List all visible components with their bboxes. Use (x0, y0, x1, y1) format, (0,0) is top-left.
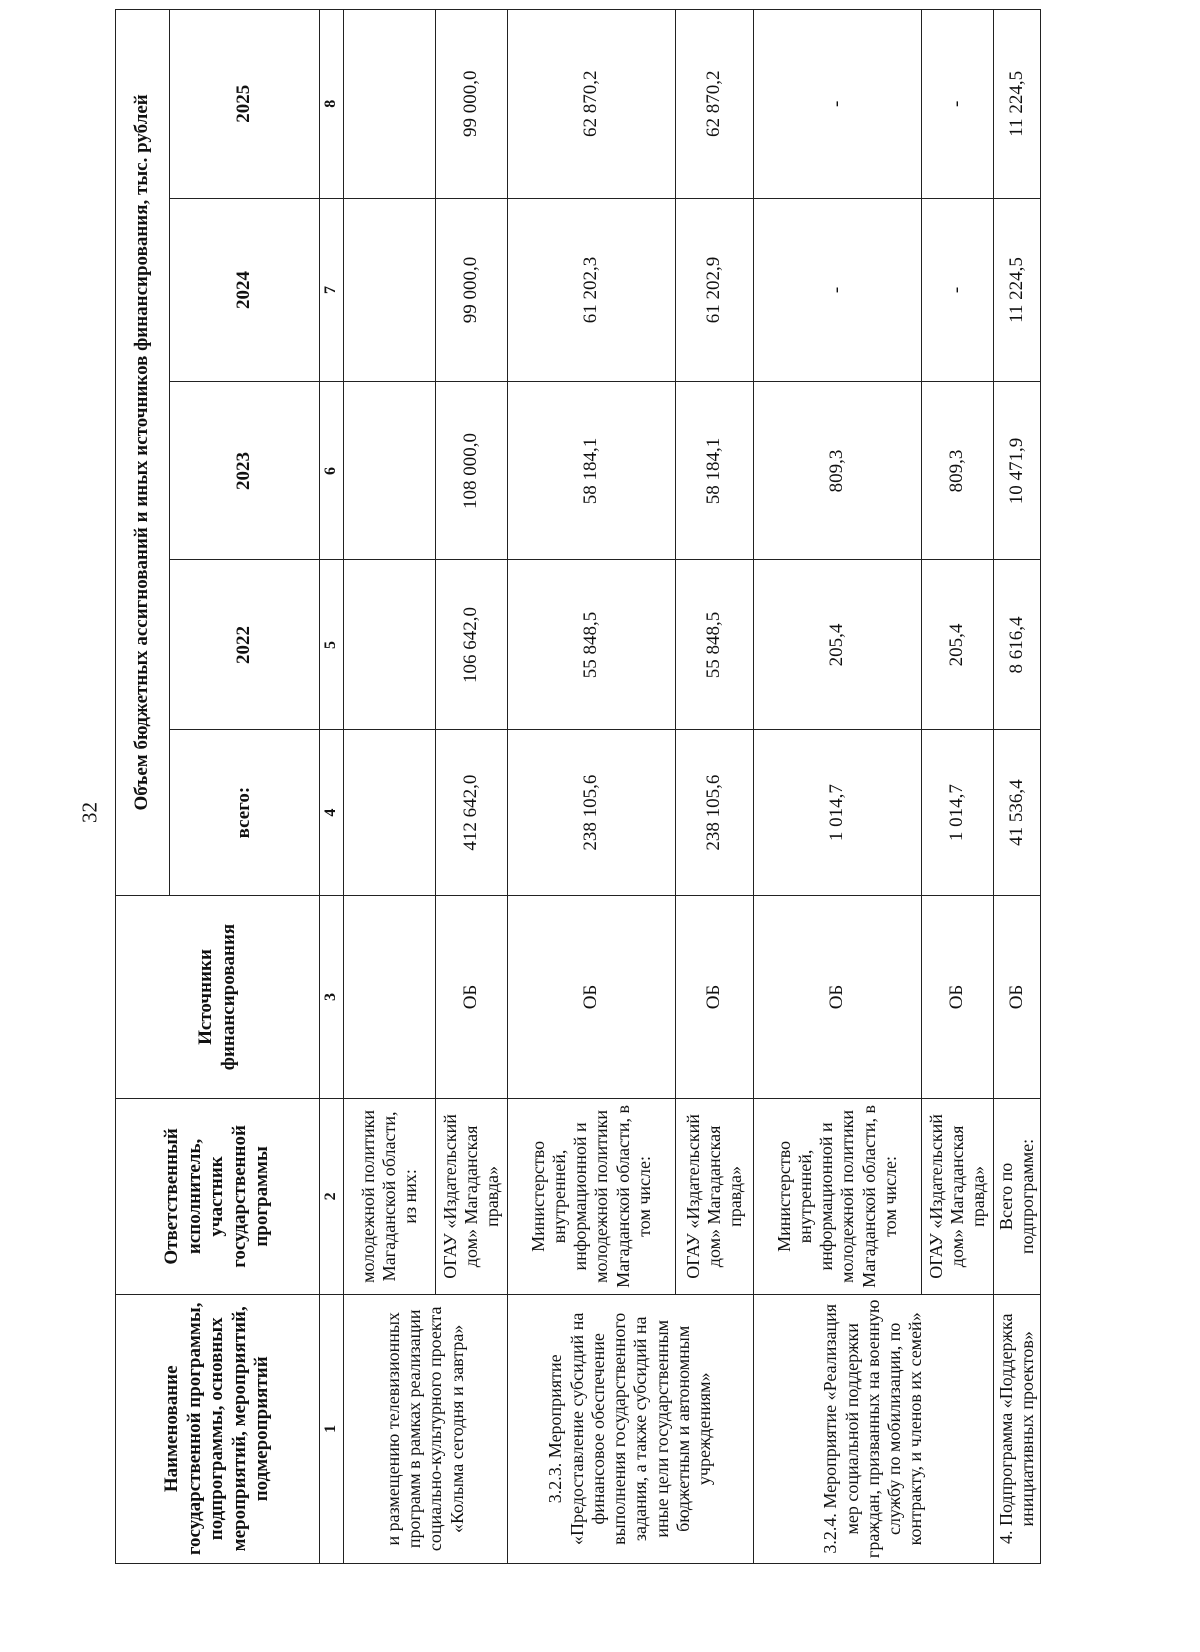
row-value: 8 616,4 (993, 560, 1040, 730)
row-total: 238 105,6 (675, 730, 753, 895)
row-value: - (753, 198, 921, 382)
column-number-row (320, 10, 344, 1564)
row-source: ОБ (435, 895, 507, 1098)
financing-table (115, 9, 1041, 1564)
column-number: 2 (320, 1099, 344, 1294)
header-year: 2022 (170, 560, 320, 730)
row-value: - (753, 10, 921, 199)
row-value: 58 184,1 (507, 382, 675, 560)
row-responsible: молодежной политики Магаданской области, из них: (343, 1099, 435, 1294)
row-source: ОБ (921, 895, 993, 1098)
column-number: 4 (320, 730, 344, 895)
row-value: 55 848,5 (675, 560, 753, 730)
row-value: - (921, 198, 993, 382)
row-responsible: Всего по подпрограмме: (993, 1099, 1040, 1294)
row-value: 58 184,1 (675, 382, 753, 560)
column-number: 8 (320, 10, 344, 199)
row-total: 41 536,4 (993, 730, 1040, 895)
table-row (343, 10, 435, 1564)
header-total: всего: (170, 730, 320, 895)
row-value (343, 560, 435, 730)
row-value: 62 870,2 (675, 10, 753, 199)
header-year: 2024 (170, 198, 320, 382)
row-source: ОБ (507, 895, 675, 1098)
row-responsible: Министерство внутренней, информационной и молодежной политики Магаданской области, в том числе: (753, 1099, 921, 1294)
row-value: 99 000,0 (435, 10, 507, 199)
row-source: ОБ (675, 895, 753, 1098)
row-value (343, 382, 435, 560)
row-total: 1 014,7 (753, 730, 921, 895)
row-source (343, 895, 435, 1098)
row-value: 108 000,0 (435, 382, 507, 560)
row-value: 106 642,0 (435, 560, 507, 730)
column-number: 5 (320, 560, 344, 730)
row-value: - (921, 10, 993, 199)
row-total: 1 014,7 (921, 730, 993, 895)
row-total: 412 642,0 (435, 730, 507, 895)
row-responsible: ОГАУ «Издательский дом» Магаданская правда» (435, 1099, 507, 1294)
row-source: ОБ (993, 895, 1040, 1098)
column-number: 3 (320, 895, 344, 1098)
table-container (115, 0, 1038, 1612)
row-value: 61 202,9 (675, 198, 753, 382)
row-value: 10 471,9 (993, 382, 1040, 560)
row-name: 3.2.4. Мероприятие «Реализация мер социальной поддержки граждан, призванных на военную службу по мобилизации, по контракту, и членов их семей» (753, 1294, 993, 1563)
row-value (343, 198, 435, 382)
column-number: 7 (320, 198, 344, 382)
row-total: 238 105,6 (507, 730, 675, 895)
row-value: 55 848,5 (507, 560, 675, 730)
header-year: 2025 (170, 10, 320, 199)
row-name: и размещению телевизионных программ в рамках реализации социально-культурного проекта «Колыма сегодня и завтра» (343, 1294, 507, 1563)
row-value: 205,4 (921, 560, 993, 730)
table-row (753, 10, 921, 1564)
table-row (993, 10, 1040, 1564)
row-name: 3.2.3. Мероприятие «Предоставление субсидий на финансовое обеспечение выполнения государственного задания, а также субсидий на иные цели государственным бюджетным и автономным учреждениям» (507, 1294, 753, 1563)
header-source: Источники финансирования (116, 895, 320, 1098)
row-source: ОБ (753, 895, 921, 1098)
row-name: 4. Подпрограмма «Поддержка инициативных проектов» (993, 1294, 1040, 1563)
row-value: 61 202,3 (507, 198, 675, 382)
row-value (343, 10, 435, 199)
row-value: 809,3 (753, 382, 921, 560)
column-number: 6 (320, 382, 344, 560)
row-total (343, 730, 435, 895)
row-value: 99 000,0 (435, 198, 507, 382)
row-value: 205,4 (753, 560, 921, 730)
row-responsible: ОГАУ «Издательский дом» Магаданская правда» (675, 1099, 753, 1294)
page-number: 32 (77, 802, 102, 823)
header-year: 2023 (170, 382, 320, 560)
table-row (507, 10, 675, 1564)
row-value: 62 870,2 (507, 10, 675, 199)
header-responsible: Ответственный исполнитель, участник государственной программы (116, 1099, 320, 1294)
header-name: Наименование государственной программы, подпрограммы, основных мероприятий, мероприятий, подмероприятий (116, 1294, 320, 1563)
row-responsible: Министерство внутренней, информационной и молодежной политики Магаданской области, в том числе: (507, 1099, 675, 1294)
row-value: 809,3 (921, 382, 993, 560)
row-value: 11 224,5 (993, 198, 1040, 382)
header-volume: Объем бюджетных ассигнований и иных источников финансирования, тыс. рублей (116, 10, 170, 896)
row-value: 11 224,5 (993, 10, 1040, 199)
row-responsible: ОГАУ «Издательский дом» Магаданская правда» (921, 1099, 993, 1294)
column-number: 1 (320, 1294, 344, 1563)
